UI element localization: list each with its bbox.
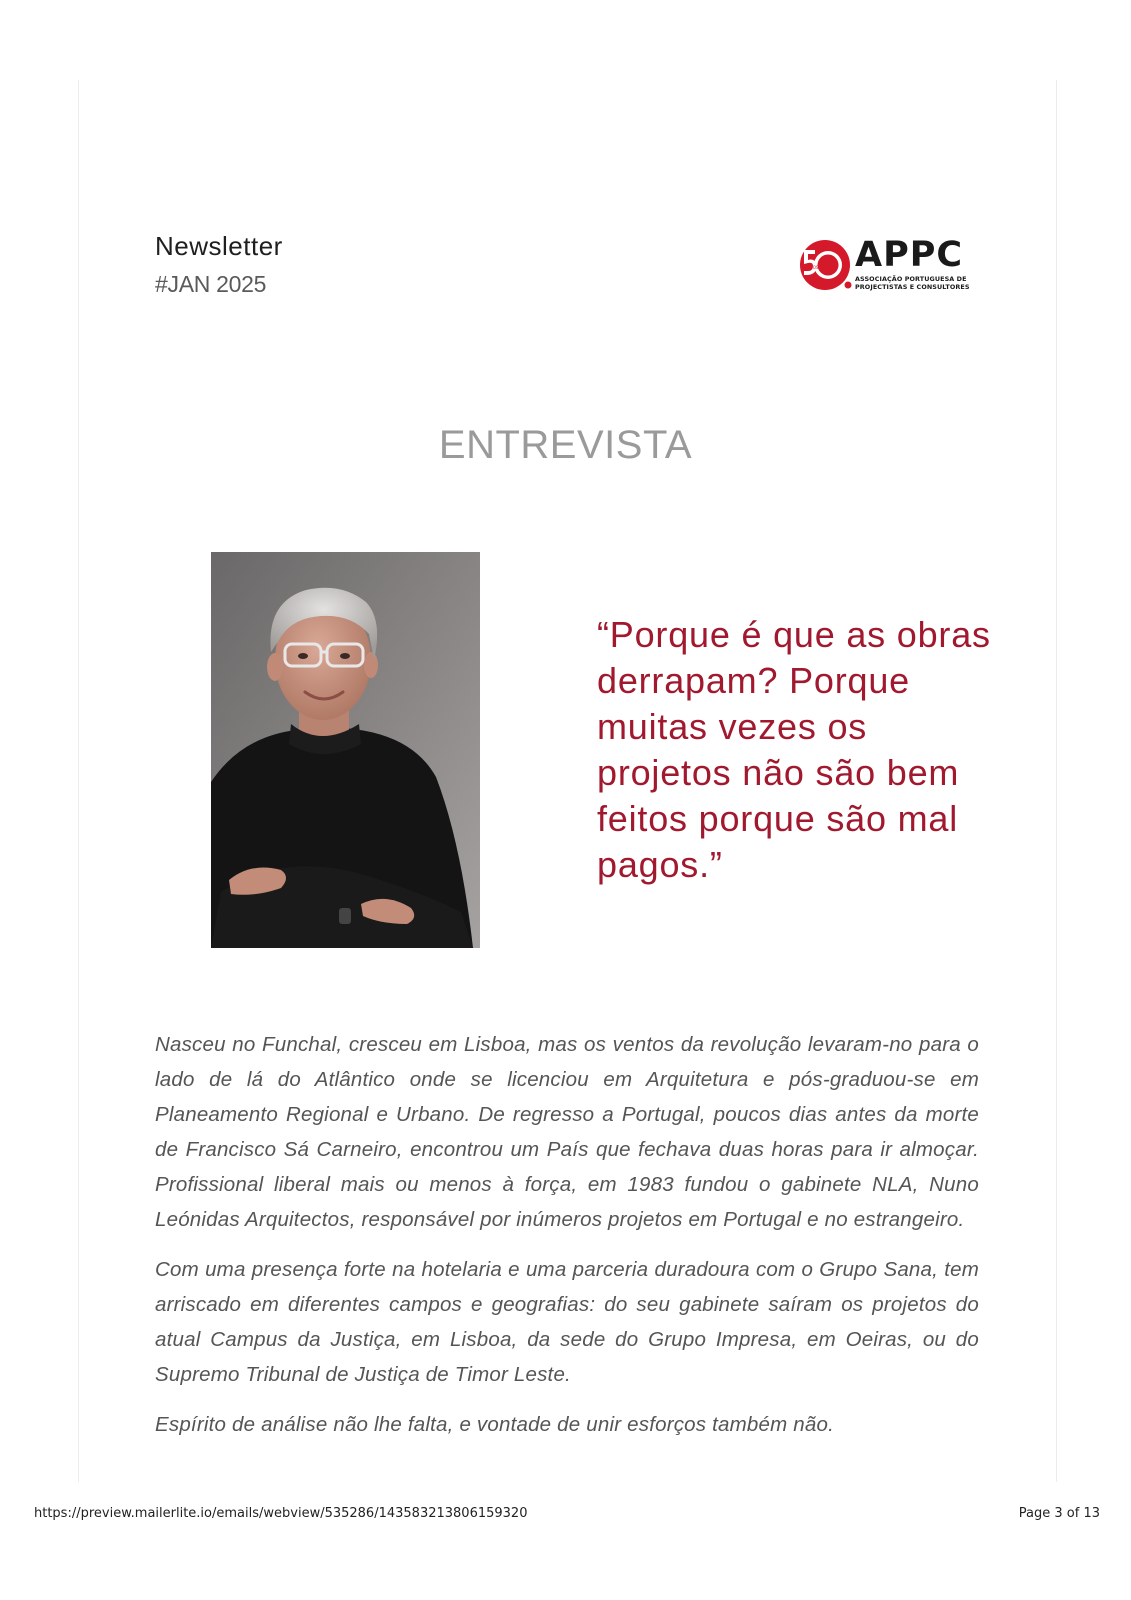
- page-border-left: [78, 80, 79, 1482]
- portrait-photo: [211, 552, 480, 948]
- paragraph: Nasceu no Funchal, cresceu em Lisboa, mas os ventos da revolução levaram-no para o lado de lá do Atlântico onde se licenciou em Arquitetura e pós-graduou-se em Planeamento Regional e Urbano. De regresso a Portugal, poucos dias antes da morte de Francisco Sá Carneiro, encontrou um País que fechava duas horas para ir almoçar. Profissional liberal mais ou menos à força, em 1983 fundou o gabinete NLA, Nuno Leónidas Arquitectos, responsável por inúmeros projetos em Portugal e no estrangeiro.: [155, 1033, 979, 1231]
- paragraph: Espírito de análise não lhe falta, e vontade de unir esforços também não.: [155, 1413, 834, 1436]
- footer-url[interactable]: https://preview.mailerlite.io/emails/webview/535286/143583213806159320: [34, 1506, 528, 1521]
- pull-quote: “Porque é que as obras derrapam? Porque muitas vezes os projetos não são bem feitos porque são mal pagos.”: [597, 614, 991, 885]
- page-border-right: [1056, 80, 1057, 1482]
- anniversary-word: ANOS: [807, 265, 819, 270]
- logo-subtitle: [855, 275, 979, 291]
- paragraph: Com uma presença forte na hotelaria e uma parceria duradoura com o Grupo Sana, tem arriscado em diferentes campos e geografias: do seu gabinete saíram os projetos do atual Campus da Justiça, em Lisboa, da sede do Grupo Impresa, em Oeiras, ou do Supremo Tribunal de Justiça de Timor Leste.: [155, 1258, 979, 1386]
- article-body: [155, 1027, 979, 1457]
- logo-subtitle-line2: PROJECTISTAS E CONSULTORES: [855, 283, 970, 291]
- newsletter-header: [155, 233, 283, 296]
- page-number: Page 3 of 13: [1018, 1506, 1100, 1521]
- newsletter-title: Newsletter: [155, 231, 283, 261]
- appc-logo: [798, 235, 976, 296]
- section-title: ENTREVISTA: [438, 423, 693, 467]
- newsletter-issue: #JAN 2025: [155, 271, 267, 297]
- logo-brand: APPC: [855, 235, 964, 275]
- logo-subtitle-line1: ASSOCIAÇÃO PORTUGUESA DE: [855, 275, 967, 283]
- anniversary-50-icon: [798, 238, 852, 292]
